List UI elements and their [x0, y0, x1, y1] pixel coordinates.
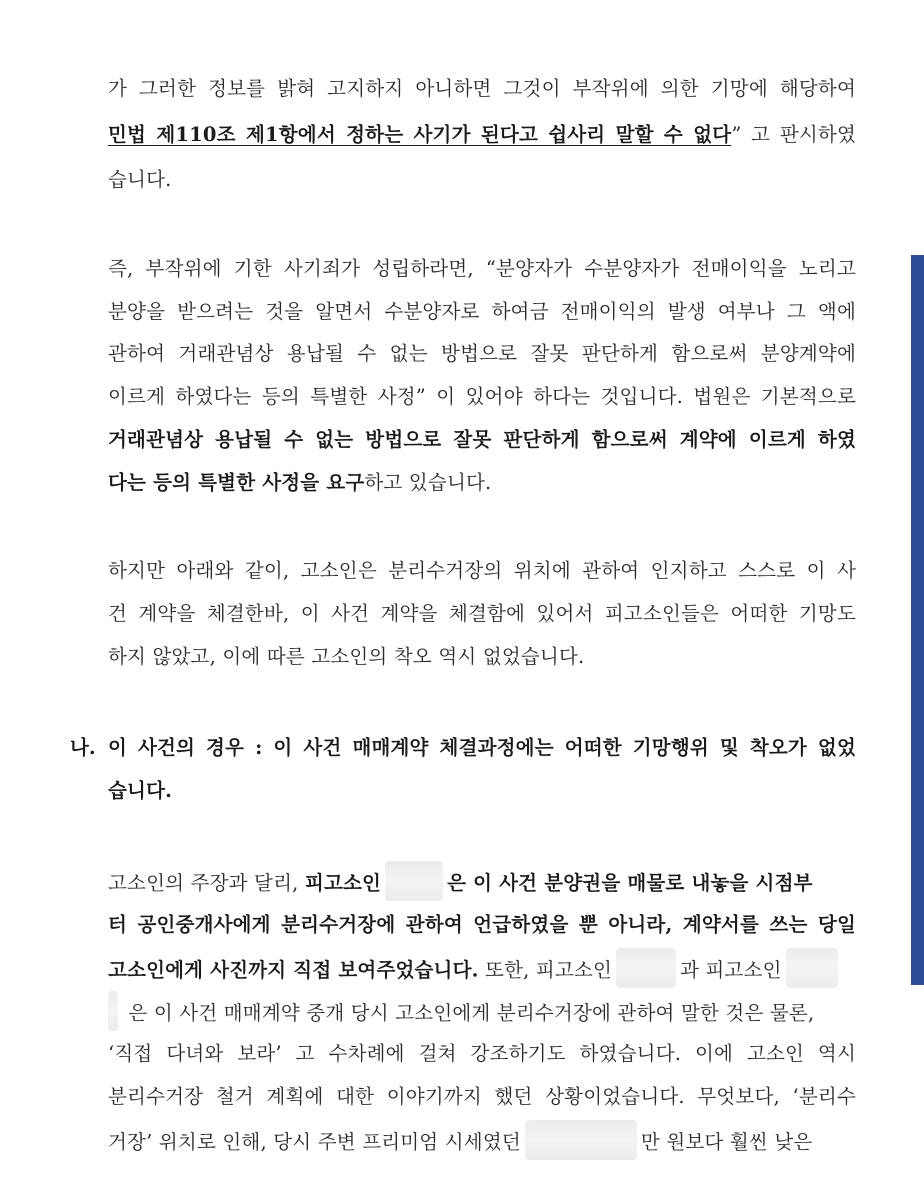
- text-line-bold: 거래관념상 용납될 수 없는 방법으로 잘못 판단하게 함으로써 계약에 이르게 하였: [108, 428, 856, 451]
- text-line: 습니다.: [108, 168, 172, 191]
- text-line: [108, 954, 868, 988]
- scan-edge-bar: [911, 255, 924, 985]
- text-line: ‘직접 다녀와 보라’ 고 수차례에 걸쳐 강조하기도 하였습니다. 이에 고소인 역시: [108, 1042, 856, 1065]
- bold-span: 다는 등의 특별한 사정을 요구: [108, 471, 365, 494]
- text-line: 분리수거장 철거 계획에 대한 이야기까지 했던 상황이었습니다. 무엇보다, ‘분리수: [108, 1085, 856, 1108]
- section-marker: 나.: [70, 736, 96, 759]
- section-heading-cont: 습니다.: [108, 779, 173, 802]
- text-line: 하지만 아래와 같이, 고소인은 분리수거장의 위치에 관하여 인지하고 스스로 이 사: [108, 559, 856, 582]
- text-span: 만 원보다 훨씬 낮은: [640, 1130, 813, 1154]
- text-line: 관하여 거래관념상 용납될 수 없는 방법으로 잘못 판단하게 함으로써 분양계약에: [108, 342, 856, 365]
- text-line: 즉, 부작위에 기한 사기죄가 성립하라면, “분양자가 수분양자가 전매이익을 노리고: [108, 257, 856, 280]
- text-line: 이르게 하였다는 등의 특별한 사정” 이 있어야 하다는 것입니다. 법원은 기본적으로: [108, 385, 856, 408]
- text-line: [108, 1126, 868, 1160]
- text-line: 분양을 받으려는 것을 알면서 수분양자로 하여금 전매이익의 발생 여부나 그 액에: [108, 300, 856, 323]
- redaction-box: [108, 991, 118, 1031]
- text-line: [108, 121, 856, 149]
- text-span: 또한, 피고소인: [485, 958, 613, 982]
- bold-span: 피고소인: [304, 871, 382, 895]
- redaction-box: [786, 948, 838, 988]
- text-line: [108, 867, 856, 901]
- text-span: 하고 있습니다.: [364, 471, 492, 494]
- text-span: 거장’ 위치로 인해, 당시 주변 프리미엄 시세였던: [108, 1130, 521, 1154]
- redaction-box: [616, 948, 676, 988]
- underlined-quote: 민법 제110조 제1항에서 정하는 사기가 된다고 쉽사리 말할 수 없다: [108, 123, 732, 146]
- text-line: 가 그러한 정보를 밝혀 고지하지 아니하면 그것이 부작위에 의한 기망에 해당하여: [108, 77, 856, 100]
- text-line: 건 계약을 체결한바, 이 사건 계약을 체결함에 있어서 피고소인들은 어떠한 기망도: [108, 602, 856, 625]
- bold-span: 은 이 사건 분양권을 매물로 내놓을 시점부: [447, 871, 813, 895]
- text-span: 고소인의 주장과 달리,: [108, 871, 299, 895]
- redaction-box: [525, 1120, 637, 1160]
- bold-span: 고소인에게 사진까지 직접 보여주었습니다.: [108, 958, 479, 982]
- text-span: 과 피고소인: [680, 958, 782, 982]
- text-line: [108, 469, 491, 497]
- text-line: 하지 않았고, 이에 따른 고소인의 착오 역시 없었습니다.: [108, 645, 585, 668]
- section-heading: 이 사건의 경우 : 이 사건 매매계약 체결과정에는 어떠한 기망행위 및 착오가 없었: [108, 736, 856, 759]
- text-line-bold: 터 공인중개사에게 분리수거장에 관하여 언급하였을 뿐 아니라, 계약서를 쓰는 당일: [108, 913, 856, 936]
- text-line: [108, 997, 868, 1031]
- redaction-box: [385, 861, 443, 901]
- text-span: ” 고 판시하였: [731, 123, 856, 146]
- text-span: 은 이 사건 매매계약 중개 당시 고소인에게 분리수거장에 관하여 말한 것은 물론,: [128, 1001, 815, 1025]
